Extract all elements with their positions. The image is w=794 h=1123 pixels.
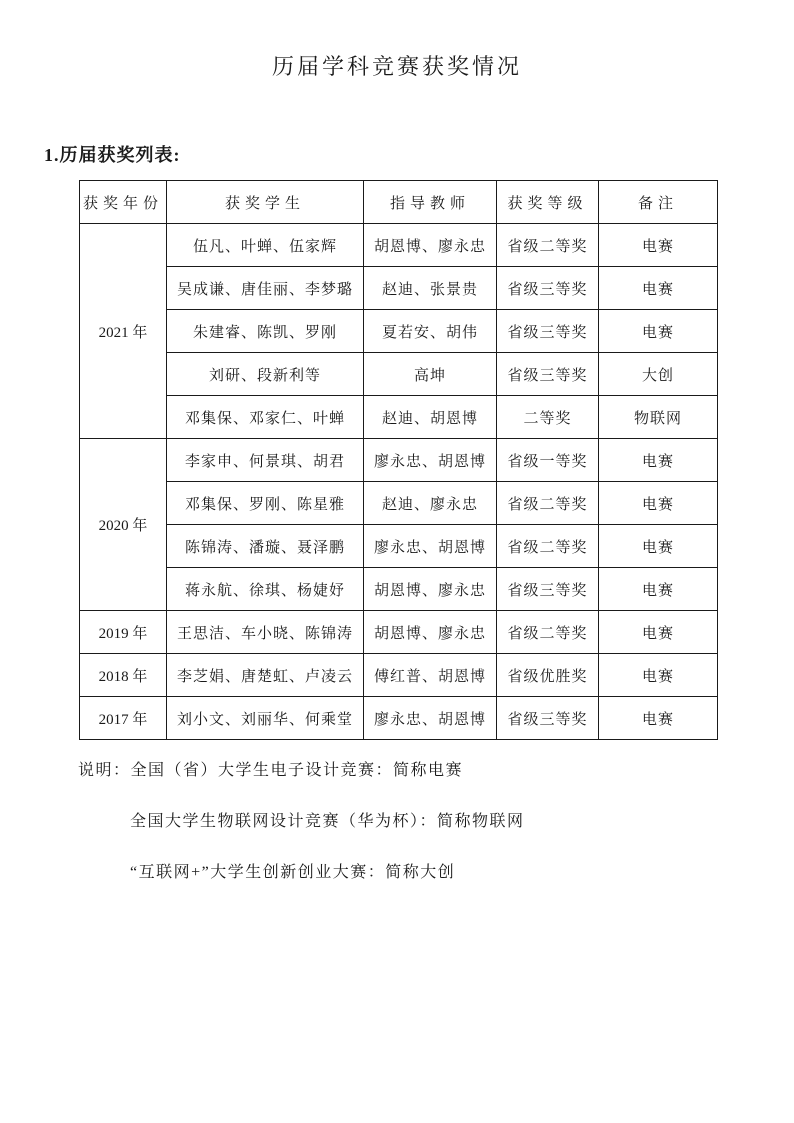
table-row bbox=[80, 396, 718, 439]
teachers-cell: 傅红普、胡恩博 bbox=[364, 654, 497, 697]
table-row bbox=[80, 654, 718, 697]
table-body bbox=[80, 224, 718, 740]
level-cell: 省级二等奖 bbox=[497, 224, 599, 267]
table-row bbox=[80, 224, 718, 267]
students-cell: 刘小文、刘丽华、何乘堂 bbox=[167, 697, 364, 740]
teachers-cell: 夏若安、胡伟 bbox=[364, 310, 497, 353]
teachers-cell: 赵迪、廖永忠 bbox=[364, 482, 497, 525]
note-cell: 电赛 bbox=[599, 654, 718, 697]
year-cell-2019: 2019 年 bbox=[80, 611, 167, 654]
header-cell-level: 获奖等级 bbox=[497, 181, 599, 224]
teachers-cell: 廖永忠、胡恩博 bbox=[364, 525, 497, 568]
level-cell: 省级三等奖 bbox=[497, 697, 599, 740]
students-cell: 邓集保、罗刚、陈星雅 bbox=[167, 482, 364, 525]
header-cell-students: 获奖学生 bbox=[167, 181, 364, 224]
table-row bbox=[80, 697, 718, 740]
table-row bbox=[80, 353, 718, 396]
note-cell: 物联网 bbox=[599, 396, 718, 439]
students-cell: 陈锦涛、潘璇、聂泽鹏 bbox=[167, 525, 364, 568]
table-row bbox=[80, 267, 718, 310]
table-row bbox=[80, 439, 718, 482]
note-cell: 大创 bbox=[599, 353, 718, 396]
level-cell: 省级二等奖 bbox=[497, 611, 599, 654]
teachers-cell: 廖永忠、胡恩博 bbox=[364, 439, 497, 482]
header-cell-note: 备注 bbox=[599, 181, 718, 224]
table-row bbox=[80, 611, 718, 654]
table-row bbox=[80, 568, 718, 611]
level-cell: 省级一等奖 bbox=[497, 439, 599, 482]
year-cell-2018: 2018 年 bbox=[80, 654, 167, 697]
teachers-cell: 胡恩博、廖永忠 bbox=[364, 568, 497, 611]
teachers-cell: 高坤 bbox=[364, 353, 497, 396]
teachers-cell: 胡恩博、廖永忠 bbox=[364, 224, 497, 267]
header-cell-teachers: 指导教师 bbox=[364, 181, 497, 224]
notes-block bbox=[78, 757, 794, 882]
level-cell: 省级三等奖 bbox=[497, 353, 599, 396]
teachers-cell: 赵迪、胡恩博 bbox=[364, 396, 497, 439]
level-cell: 省级三等奖 bbox=[497, 310, 599, 353]
level-cell: 省级二等奖 bbox=[497, 525, 599, 568]
students-cell: 蒋永航、徐琪、杨婕妤 bbox=[167, 568, 364, 611]
table-header bbox=[80, 181, 718, 224]
students-cell: 李家申、何景琪、胡君 bbox=[167, 439, 364, 482]
table-row bbox=[80, 525, 718, 568]
note-cell: 电赛 bbox=[599, 697, 718, 740]
teachers-cell: 廖永忠、胡恩博 bbox=[364, 697, 497, 740]
note-cell: 电赛 bbox=[599, 439, 718, 482]
students-cell: 朱建睿、陈凯、罗刚 bbox=[167, 310, 364, 353]
teachers-cell: 胡恩博、廖永忠 bbox=[364, 611, 497, 654]
note-cell: 电赛 bbox=[599, 525, 718, 568]
students-cell: 刘研、段新利等 bbox=[167, 353, 364, 396]
awards-table bbox=[79, 180, 718, 740]
table-row bbox=[80, 310, 718, 353]
table-row bbox=[80, 482, 718, 525]
note-cell: 电赛 bbox=[599, 482, 718, 525]
header-cell-year: 获奖年份 bbox=[80, 181, 167, 224]
header-row bbox=[80, 181, 718, 224]
students-cell: 伍凡、叶蝉、伍家辉 bbox=[167, 224, 364, 267]
note-cell: 电赛 bbox=[599, 224, 718, 267]
year-cell-2017: 2017 年 bbox=[80, 697, 167, 740]
level-cell: 二等奖 bbox=[497, 396, 599, 439]
note-line-1: 说明：全国（省）大学生电子设计竞赛：简称电赛 bbox=[78, 762, 464, 779]
year-cell-2020: 2020 年 bbox=[80, 439, 167, 611]
level-cell: 省级三等奖 bbox=[497, 267, 599, 310]
level-cell: 省级二等奖 bbox=[497, 482, 599, 525]
note-line-2: 全国大学生物联网设计竞赛（华为杯）：简称物联网 bbox=[130, 813, 525, 830]
note-cell: 电赛 bbox=[599, 611, 718, 654]
note-cell: 电赛 bbox=[599, 310, 718, 353]
page-title: 历届学科竞赛获奖情况 bbox=[271, 54, 522, 79]
note-cell: 电赛 bbox=[599, 267, 718, 310]
year-cell-2021: 2021 年 bbox=[80, 224, 167, 439]
note-cell: 电赛 bbox=[599, 568, 718, 611]
note-line-3: “互联网+”大学生创新创业大赛：简称大创 bbox=[130, 864, 456, 881]
students-cell: 吴成谦、唐佳丽、李梦璐 bbox=[167, 267, 364, 310]
level-cell: 省级三等奖 bbox=[497, 568, 599, 611]
students-cell: 王思洁、车小晓、陈锦涛 bbox=[167, 611, 364, 654]
students-cell: 邓集保、邓家仁、叶蝉 bbox=[167, 396, 364, 439]
teachers-cell: 赵迪、张景贵 bbox=[364, 267, 497, 310]
section-heading: 1.历届获奖列表: bbox=[44, 145, 181, 165]
students-cell: 李芝娟、唐楚虹、卢凌云 bbox=[167, 654, 364, 697]
level-cell: 省级优胜奖 bbox=[497, 654, 599, 697]
